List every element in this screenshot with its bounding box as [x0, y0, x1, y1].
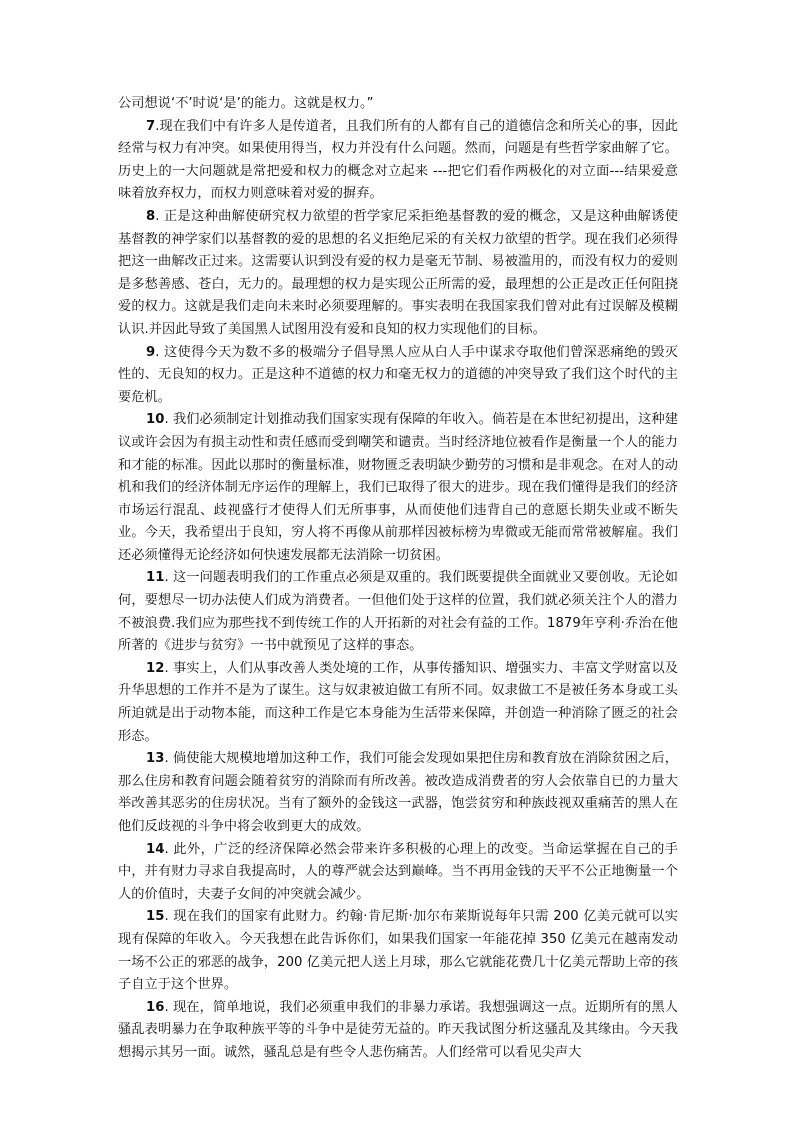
paragraph-text: . 现在，简单地说，我们必须重申我们的非暴力承诺。我想强调这一点。近期所有的黑人骚乱表明暴力在争取种族平等的斗争中是徒劳无益的。昨天我试图分析这骚乱及其缘由。今天我想揭示其另一面。诚然，骚乱总是有些令人悲伤痛苦。人们经常可以看见尖声大: [118, 999, 678, 1060]
paragraph-8: [118, 206, 678, 342]
paragraph-text: . 此外，广泛的经济保障必然会带来许多积极的心理上的改变。当命运掌握在自己的手中，并有财力寻求自我提高时，人的尊严就会达到巅峰。当不再用金钱的天平不公正地衡量一个人的价值时，夫妻子女间的冲突就会减少。: [118, 841, 678, 902]
paragraph-16: [118, 997, 678, 1065]
paragraph-number: 9: [146, 344, 156, 360]
paragraph-number: 10: [146, 412, 165, 428]
paragraph-text: . 正是这种曲解使研究权力欲望的哲学家尼采拒绝基督教的爱的概念，又是这种曲解诱使基督教的神学家们以基督教的爱的思想的名义拒绝尼采的有关权力欲望的哲学。现在我们必须得把这一曲解改正过来。这需要认识到没有爱的权力是毫无节制、易被滥用的，而没有权力的爱则是多愁善感、苍白，无力的。最理想的权力是实现公正所需的爱，最理想的公正是改正任何阻挠爱的权力。这就是我们走向未来时必须要理解的。事实表明在我国家我们曾对此有过误解及模糊认识.并因此导致了美国黑人试图用没有爱和良知的权力实现他们的目标。: [118, 208, 678, 337]
paragraph-7: [118, 116, 678, 206]
paragraph-15: [118, 906, 678, 996]
paragraph-9: [118, 342, 678, 410]
paragraph-text: . 这使得今天为数不多的极端分子倡导黑人应从白人手中谋求夺取他们曾深恶痛绝的毁灭性的、无良知的权力。正是这种不道德的权力和毫无权力的道德的冲突导致了我们这个时代的主要危机。: [118, 344, 678, 405]
paragraph-number: 13: [146, 751, 165, 767]
paragraph-number: 16: [146, 999, 165, 1015]
paragraph-text: . 这一问题表明我们的工作重点必须是双重的。我们既要提供全面就业又要创收。无论如何，要想尽一切办法使人们成为消费者。一但他们处于这样的位置，我们就必须关注个人的潜力不被浪费.我们应为那些找不到传统工作的人开拓新的对社会有益的工作。1879年亨利·乔治在他所著的《进步与贫穷》一书中就预见了这样的事态。: [118, 570, 678, 654]
paragraph-12: [118, 658, 678, 748]
paragraph-number: 14: [146, 841, 165, 857]
paragraph-text: .现在我们中有许多人是传道者，且我们所有的人都有自己的道德信念和所关心的事，因此经常与权力有冲突。如果使用得当，权力并没有什么问题。然而，问题是有些哲学家曲解了它。历史上的一大问题就是常把爱和权力的概念对立起来 ---把它们看作两极化的对立面---结果爱意味着放弃权力，而权力则意味着对爱的摒弃。: [118, 118, 678, 202]
paragraph-11: [118, 567, 678, 657]
paragraph-number: 7: [146, 118, 156, 134]
paragraph-number: 11: [146, 570, 165, 586]
paragraph-number: 8: [146, 208, 156, 224]
paragraph-text: . 我们必须制定计划推动我们国家实现有保障的年收入。倘若是在本世纪初提出，这种建议或许会因为有损主动性和责任感而受到嘲笑和谴责。当时经济地位被看作是衡量一个人的能力和才能的标准。因此以那时的衡量标准，财物匮乏表明缺少勤劳的习惯和是非观念。在对人的动机和我们的经济体制无序运作的理解上，我们已取得了很大的进步。现在我们懂得是我们的经济市场运行混乱、歧视盛行才使得人们无所事事，从而使他们违背自己的意愿长期失业或不断失业。今天，我希望出于良知，穷人将不再像从前那样因被标榜为卑微或无能而常常被解雇。我们还必须懂得无论经济如何快速发展都无法消除一切贫困。: [118, 412, 678, 563]
paragraph-number: 15: [146, 909, 165, 925]
paragraph-13: [118, 748, 678, 838]
paragraph-text: . 倘使能大规模地增加这种工作，我们可能会发现如果把住房和教育放在消除贫困之后，那么住房和教育问题会随着贫穷的消除而有所改善。被改造成消费者的穷人会依靠自已的力量大举改善其恶劣的住房状况。当有了额外的金钱这一武器，饱尝贫穷和种族歧视双重痛苦的黑人在他们反歧视的斗争中将会收到更大的成效。: [118, 751, 678, 834]
paragraph-text: . 事实上，人们从事改善人类处境的工作，从事传播知识、增强实力、丰富文学财富以及升华思想的工作并不是为了谋生。这与奴隶被迫做工有所不同。奴隶做工不是被任务本身或工头所迫就是出于动物本能，而这种工作是它本身能为生活带来保障，并创造一种消除了匮乏的社会形态。: [118, 660, 678, 744]
paragraph-10: [118, 409, 678, 567]
paragraph-14: [118, 839, 678, 907]
document-page: [118, 93, 678, 1065]
paragraph-number: 12: [146, 660, 165, 676]
paragraph-continuation: 公司想说‘不’时说‘是’的能力。这就是权力。”: [118, 96, 374, 111]
paragraph-text: . 现在我们的国家有此财力。约翰·肯尼斯·加尔布莱斯说每年只需 200 亿美元就可以实现有保障的年收入。今天我想在此告诉你们，如果我们国家一年能花掉 350 亿美元在越南发动一场不公正的邪恶的战争，200 亿美元把人送上月球，那么它就能花费几十亿美元帮助上帝的孩子自立于这个世界。: [118, 909, 678, 993]
